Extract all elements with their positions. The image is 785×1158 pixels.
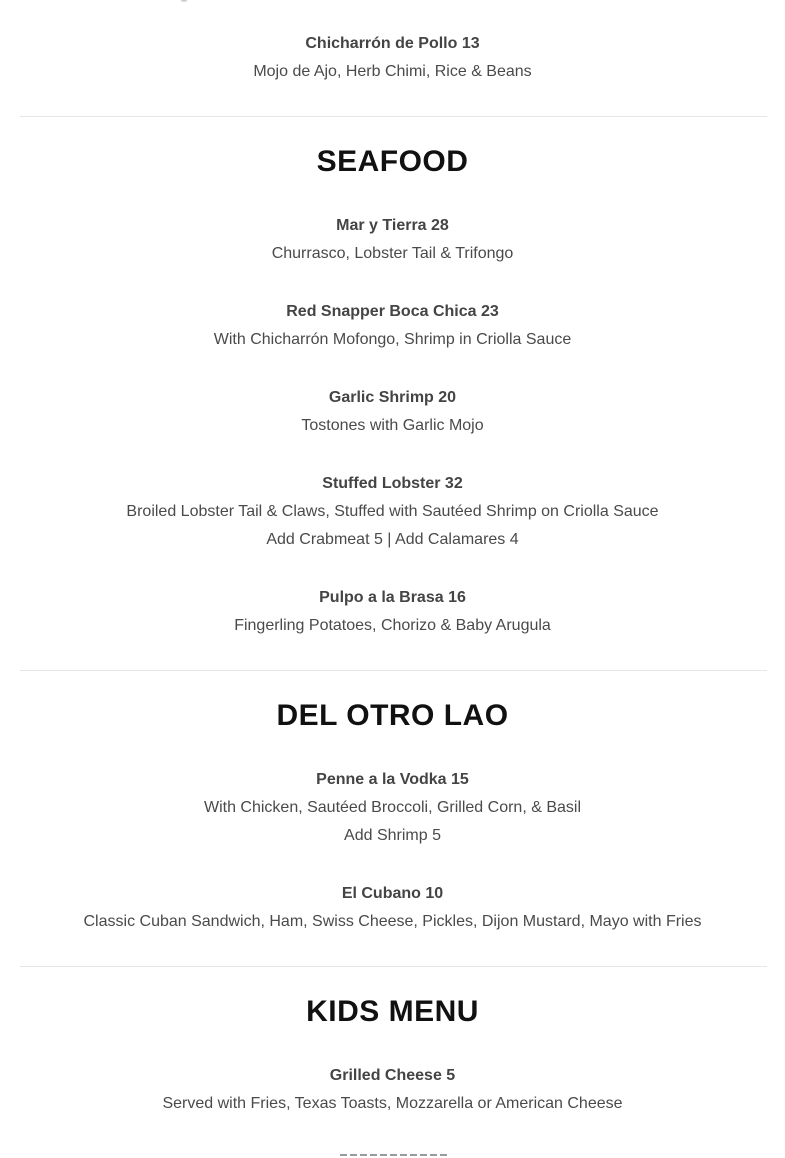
- menu-item-description: Tostones with Garlic Mojo: [301, 417, 484, 434]
- menu-item: [0, 298, 785, 354]
- menu-item-title: Grilled Cheese 5: [329, 1067, 456, 1084]
- menu-item-addon: Add Crabmeat 5 | Add Calamares 4: [266, 531, 519, 548]
- menu-item-title: Mar y Tierra 28: [336, 217, 449, 234]
- menu-item-description: Served with Fries, Texas Toasts, Mozzarella or American Cheese: [162, 1095, 623, 1112]
- section-divider: [20, 116, 767, 117]
- section-heading-seafood: SEAFOOD: [316, 145, 469, 178]
- menu-item-description: Classic Cuban Sandwich, Ham, Swiss Cheese, Pickles, Dijon Mustard, Mayo with Fries: [83, 913, 702, 930]
- menu-item-description: Fingerling Potatoes, Chorizo & Baby Arugula: [234, 617, 551, 634]
- menu-item: [0, 470, 785, 554]
- section-heading-del-otro-lao: DEL OTRO LAO: [276, 699, 509, 732]
- menu-item-title: Red Snapper Boca Chica 23: [286, 303, 499, 320]
- menu-item-description: Mojo de Ajo, Herb Chimi, Rice & Beans: [253, 63, 532, 80]
- menu-item: [0, 766, 785, 850]
- menu-item-description: Broiled Lobster Tail & Claws, Stuffed with Sautéed Shrimp on Criolla Sauce: [126, 503, 659, 520]
- menu-item: [0, 1062, 785, 1118]
- cutoff-content-mark: [180, 0, 188, 2]
- menu-item-title: El Cubano 10: [341, 885, 444, 902]
- menu-item-addon: Add Shrimp 5: [344, 827, 441, 844]
- menu-item-title: Chicharrón de Pollo 13: [305, 35, 480, 52]
- menu-item-title: Pulpo a la Brasa 16: [319, 589, 466, 606]
- menu-item: [0, 384, 785, 440]
- menu-item-description: With Chicken, Sautéed Broccoli, Grilled Corn, & Basil: [203, 799, 582, 816]
- menu-item: [0, 212, 785, 268]
- menu-item-title: Penne a la Vodka 15: [316, 771, 469, 788]
- menu-item-title: Garlic Shrimp 20: [328, 389, 457, 406]
- section-divider: [20, 670, 767, 671]
- menu-item-description: With Chicharrón Mofongo, Shrimp in Criolla Sauce: [213, 331, 572, 348]
- section-heading-kids-menu: KIDS MENU: [306, 995, 479, 1028]
- menu-item: [0, 30, 785, 86]
- menu-item-title: Stuffed Lobster 32: [322, 475, 463, 492]
- cutoff-next-item: [340, 1148, 450, 1158]
- menu-item-description: Churrasco, Lobster Tail & Trifongo: [271, 245, 514, 262]
- menu-item: [0, 880, 785, 936]
- menu-item: [0, 584, 785, 640]
- section-divider: [20, 966, 767, 967]
